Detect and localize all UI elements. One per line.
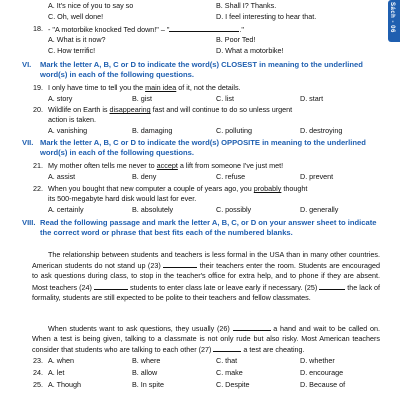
section-vi-instruction: Mark the letter A, B, C or D to indicate the word(s) CLOSEST in meaning to the underlined word(s) in each of the following questions. [40,60,363,79]
passage-p2-part-b: a hand and wait to be called on. When a test is being given, talking to a classmate is not only rude but also risky. Most American teachers consider that students who are talking to each other (27) [32,324,381,355]
q19-underlined: main idea [145,83,177,92]
q18-stem-text: - "A motorbike knocked Ted down!" – " [48,25,170,34]
q19-option-d: D. start [300,94,324,103]
q21-option-b: B. deny [132,172,157,181]
passage-p1-part-d: the lack of formality, students are still expected to be polite to their teachers and fellow classmates. [32,282,381,302]
q19-number: 19. [33,83,43,92]
q25-option-c: C. Despite [216,380,250,389]
q25-option-b: B. In spite [132,380,164,389]
q21-option-d: D. prevent [300,172,334,181]
q19-stem [48,83,241,92]
q22-option-a: A. certainly [48,205,84,214]
section-vii-instruction: Mark the letter A, B, C or D to indicate the word(s) OPPOSITE in meaning to the underlined word(s) in each of the following questions. [40,138,366,157]
q18-option-c: C. How terrific! [48,46,96,55]
q22-underlined: probably [253,184,282,193]
blank-27 [213,344,241,352]
q23-option-d: D. whether [300,356,335,365]
q18-stem [48,24,244,34]
q18-option-a: A. What is it now? [48,35,106,44]
q19-option-b: B. gist [132,94,152,103]
q19-stem-post: of it, not the details. [176,83,241,92]
q22-stem-pre: When you bought that new computer a couple of years ago, you [48,184,254,193]
q22-option-c: C. possibly [216,205,252,214]
q20-stem-line2: action is taken. [48,115,96,124]
q19-option-c: C. list [216,94,234,103]
q21-stem-pre: My mother often tells me never to [48,161,157,170]
passage-paragraph-2 [32,323,380,356]
q20-number: 20. [33,105,43,114]
blank-25 [319,282,345,290]
q17-option-c: C. Oh, well done! [48,12,104,21]
q17-option-b: B. Shall I? Thanks. [216,1,277,10]
q18-number: 18. [33,24,43,33]
blank-26 [233,323,271,331]
q25-option-d: D. Because of [300,380,346,389]
q24-option-c: C. make [216,368,243,377]
section-viii-instruction: Read the following passage and mark the letter A, B, C, or D on your answer sheet to indicate the correct word or phrase that best fits each of the numbered blanks. [40,218,377,237]
section-vii-number: VII. [22,138,34,147]
q20-stem-pre: Wildlife on Earth is [48,105,110,114]
q24-number: 24. [33,368,43,377]
q22-option-b: B. absolutely [132,205,174,214]
section-vi-heading [22,60,380,82]
q24-option-d: D. encourage [300,368,344,377]
q20-option-c: C. polluting [216,126,252,135]
q22-stem-post: thought [281,184,308,193]
q20-option-d: D. destroying [300,126,343,135]
section-viii-heading [22,218,380,250]
q22-stem [48,184,307,193]
q20-option-b: B. damaging [132,126,173,135]
q17-option-d: D. I feel interesting to hear that. [216,12,317,21]
q25-number: 25. [33,380,43,389]
q23-option-b: B. where [132,356,161,365]
section-vi-number: VI. [22,60,32,69]
q21-stem [48,161,283,170]
q21-underlined: accept [156,161,178,170]
q18-option-b: B. Poor Ted! [216,35,256,44]
section-vii-heading [22,138,380,160]
side-tab-label: Sách - 06 [389,2,395,33]
blank-24 [94,282,128,290]
q23-option-c: C. that [216,356,238,365]
q20-stem-post: fast and will continue to do so unless urgent [150,105,293,114]
q18-option-d: D. What a motorbike! [216,46,284,55]
q21-number: 21. [33,161,43,170]
q18-stem-end: ." [239,25,244,34]
passage-p1-part-a: The relationship between students and teachers is less formal in the USA than in many other countries. American students do not stand up (23) [32,250,380,271]
section-viii-number: VIII. [22,218,36,227]
passage-p1-part-c: students to enter class late or leave early if necessary. (25) [129,282,318,292]
q25-option-a: A. Though [48,380,82,389]
blank-23 [163,260,197,268]
passage-p2-part-c: a test are cheating. [243,345,305,355]
q23-number: 23. [33,356,43,365]
q19-option-a: A. story [48,94,73,103]
q22-option-d: D. generally [300,205,339,214]
q17-option-a: A. It's nice of you to say so [48,1,134,10]
q21-option-a: A. assist [48,172,76,181]
q23-option-a: A. when [48,356,74,365]
q22-stem-line2: its 500-megabyte hard disk would last for ever. [48,194,197,203]
q20-option-a: A. vanishing [48,126,88,135]
passage-paragraph-1 [32,250,380,303]
passage-p1-part-b: their teachers enter the room. Students are encouraged to ask questions during class, to stop in the teacher's office for extra help, and to phone if they are absent. Most teachers (24) [32,261,381,292]
q20-underlined: disappearing [109,105,151,114]
q22-number: 22. [33,184,43,193]
q21-option-c: C. refuse [216,172,246,181]
q24-option-b: B. allow [132,368,158,377]
q21-stem-post: a lift from someone I've just met! [177,161,284,170]
q24-option-a: A. let [48,368,65,377]
passage-p2-part-a: When students want to ask questions, they usually (26) [48,324,230,333]
q20-stem [48,105,292,114]
q19-stem-pre: I only have time to tell you the [48,83,146,92]
side-tab [388,0,400,42]
q18-blank [169,24,239,32]
